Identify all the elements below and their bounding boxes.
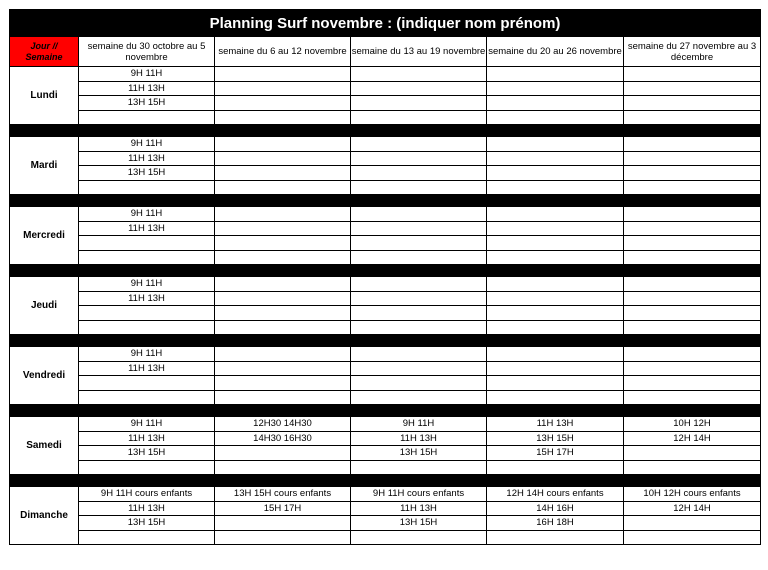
week-header-1: semaine du 30 octobre au 5 novembre [79,37,215,67]
slot-cell[interactable] [215,390,351,405]
slot-cell[interactable] [351,67,487,82]
slot-cell[interactable]: 11H 13H [79,361,215,376]
planning-sheet [9,9,760,545]
slot-cell[interactable] [487,460,624,475]
slot-cell[interactable] [215,320,351,335]
slot-cell[interactable]: 11H 13H [79,431,215,446]
slot-cell[interactable] [624,390,761,405]
time-slot-row [10,291,761,306]
time-slot-row [10,137,761,152]
slot-cell[interactable]: 9H 11H [79,137,215,152]
slot-cell[interactable]: 11H 13H [79,291,215,306]
day-separator [10,475,761,487]
day-label-6: Dimanche [10,487,79,545]
planning-title: Planning Surf novembre : (indiquer nom prénom) [10,10,761,37]
slot-cell[interactable] [351,180,487,195]
slot-cell[interactable] [79,530,215,545]
slot-cell[interactable] [215,110,351,125]
time-slot-row [10,81,761,96]
slot-cell[interactable]: 11H 13H [487,417,624,432]
slot-cell[interactable] [215,460,351,475]
slot-cell[interactable] [351,460,487,475]
time-slot-row [10,320,761,335]
slot-cell[interactable] [351,110,487,125]
slot-cell[interactable] [351,236,487,251]
slot-cell[interactable] [351,166,487,181]
slot-cell[interactable] [624,291,761,306]
slot-cell[interactable]: 10H 12H [624,417,761,432]
slot-cell[interactable] [487,151,624,166]
time-slot-row [10,431,761,446]
slot-cell[interactable] [215,306,351,321]
slot-cell[interactable] [624,516,761,531]
slot-cell[interactable] [624,96,761,111]
separator-bar [10,475,761,487]
slot-cell[interactable] [487,530,624,545]
slot-cell[interactable] [215,530,351,545]
slot-cell[interactable] [351,320,487,335]
time-slot-row [10,306,761,321]
slot-cell[interactable] [624,277,761,292]
time-slot-row [10,96,761,111]
separator-bar [10,335,761,347]
time-slot-row [10,67,761,82]
slot-cell[interactable] [79,110,215,125]
slot-cell[interactable] [487,236,624,251]
time-slot-row [10,166,761,181]
time-slot-row [10,361,761,376]
slot-cell[interactable] [79,250,215,265]
slot-cell[interactable] [79,320,215,335]
slot-cell[interactable]: 13H 15H [487,431,624,446]
slot-cell[interactable] [215,516,351,531]
week-header-2: semaine du 6 au 12 novembre [215,37,351,67]
week-header-3: semaine du 13 au 19 novembre [351,37,487,67]
separator-bar [10,195,761,207]
slot-cell[interactable]: 13H 15H [351,516,487,531]
day-separator [10,125,761,137]
slot-cell[interactable]: 9H 11H [79,277,215,292]
slot-cell[interactable] [215,137,351,152]
slot-cell[interactable]: 11H 13H [79,81,215,96]
slot-cell[interactable] [487,166,624,181]
slot-cell[interactable] [624,166,761,181]
time-slot-row [10,530,761,545]
slot-cell[interactable] [215,446,351,461]
slot-cell[interactable] [79,390,215,405]
slot-cell[interactable]: 12H 14H [624,501,761,516]
slot-cell[interactable] [487,361,624,376]
header-row [10,37,761,67]
slot-cell[interactable] [351,390,487,405]
slot-cell[interactable] [215,291,351,306]
time-slot-row [10,250,761,265]
slot-cell[interactable] [624,67,761,82]
slot-cell[interactable] [487,320,624,335]
slot-cell[interactable] [215,180,351,195]
week-header-5: semaine du 27 novembre au 3 décembre [624,37,761,67]
slot-cell[interactable] [487,306,624,321]
time-slot-row [10,180,761,195]
separator-bar [10,265,761,277]
slot-cell[interactable] [79,236,215,251]
slot-cell[interactable] [624,376,761,391]
slot-cell[interactable] [351,361,487,376]
time-slot-row [10,460,761,475]
time-slot-row [10,236,761,251]
planning-table [9,9,761,545]
day-label-3: Jeudi [10,277,79,335]
slot-cell[interactable] [351,207,487,222]
time-slot-row [10,376,761,391]
slot-cell[interactable] [624,207,761,222]
time-slot-row [10,417,761,432]
day-separator [10,265,761,277]
slot-cell[interactable] [215,221,351,236]
slot-cell[interactable] [487,81,624,96]
slot-cell[interactable] [215,250,351,265]
slot-cell[interactable] [351,81,487,96]
slot-cell[interactable]: 13H 15H cours enfants [215,487,351,502]
slot-cell[interactable] [215,207,351,222]
corner-label-line1: Jour // [30,40,58,51]
slot-cell[interactable] [624,250,761,265]
slot-cell[interactable] [624,347,761,362]
slot-cell[interactable] [624,530,761,545]
slot-cell[interactable] [624,81,761,96]
slot-cell[interactable]: 16H 18H [487,516,624,531]
slot-cell[interactable]: 13H 15H [79,166,215,181]
slot-cell[interactable] [79,180,215,195]
time-slot-row [10,277,761,292]
time-slot-row [10,516,761,531]
slot-cell[interactable] [624,137,761,152]
corner-label-cell [10,37,79,67]
slot-cell[interactable] [351,137,487,152]
slot-cell[interactable] [624,151,761,166]
slot-cell[interactable]: 11H 13H [79,151,215,166]
slot-cell[interactable]: 12H30 14H30 [215,417,351,432]
slot-cell[interactable] [79,306,215,321]
slot-cell[interactable]: 15H 17H [215,501,351,516]
slot-cell[interactable] [624,446,761,461]
slot-cell[interactable] [215,361,351,376]
slot-cell[interactable] [351,376,487,391]
day-label-0: Lundi [10,67,79,125]
slot-cell[interactable] [624,180,761,195]
slot-cell[interactable] [79,376,215,391]
time-slot-row [10,487,761,502]
slot-cell[interactable]: 13H 15H [79,516,215,531]
slot-cell[interactable] [215,151,351,166]
time-slot-row [10,347,761,362]
slot-cell[interactable] [215,166,351,181]
slot-cell[interactable] [351,96,487,111]
day-separator [10,195,761,207]
time-slot-row [10,446,761,461]
slot-cell[interactable]: 11H 13H [351,501,487,516]
slot-cell[interactable]: 10H 12H cours enfants [624,487,761,502]
slot-cell[interactable] [487,347,624,362]
slot-cell[interactable] [351,151,487,166]
slot-cell[interactable] [487,376,624,391]
slot-cell[interactable] [487,96,624,111]
slot-cell[interactable] [624,306,761,321]
slot-cell[interactable]: 9H 11H [79,67,215,82]
slot-cell[interactable]: 9H 11H [79,347,215,362]
time-slot-row [10,390,761,405]
slot-cell[interactable]: 11H 13H [351,431,487,446]
slot-cell[interactable]: 12H 14H cours enfants [487,487,624,502]
slot-cell[interactable] [487,67,624,82]
slot-cell[interactable] [487,390,624,405]
slot-cell[interactable] [215,277,351,292]
slot-cell[interactable] [487,277,624,292]
slot-cell[interactable] [487,207,624,222]
week-header-4: semaine du 20 au 26 novembre [487,37,624,67]
day-label-2: Mercredi [10,207,79,265]
slot-cell[interactable] [79,460,215,475]
slot-cell[interactable] [624,320,761,335]
slot-cell[interactable] [215,236,351,251]
slot-cell[interactable] [215,347,351,362]
day-label-5: Samedi [10,417,79,475]
slot-cell[interactable] [351,291,487,306]
title-row [10,10,761,37]
slot-cell[interactable]: 9H 11H [79,207,215,222]
slot-cell[interactable] [351,250,487,265]
slot-cell[interactable] [215,81,351,96]
slot-cell[interactable] [487,291,624,306]
time-slot-row [10,151,761,166]
slot-cell[interactable] [624,110,761,125]
slot-cell[interactable] [215,96,351,111]
slot-cell[interactable]: 13H 15H [79,446,215,461]
slot-cell[interactable] [487,110,624,125]
slot-cell[interactable] [624,236,761,251]
slot-cell[interactable] [215,67,351,82]
slot-cell[interactable]: 9H 11H cours enfants [79,487,215,502]
slot-cell[interactable]: 11H 13H [79,501,215,516]
slot-cell[interactable]: 11H 13H [79,221,215,236]
day-label-1: Mardi [10,137,79,195]
slot-cell[interactable]: 12H 14H [624,431,761,446]
slot-cell[interactable] [351,530,487,545]
separator-bar [10,125,761,137]
slot-cell[interactable]: 9H 11H [351,417,487,432]
separator-bar [10,405,761,417]
slot-cell[interactable]: 14H 16H [487,501,624,516]
slot-cell[interactable]: 13H 15H [79,96,215,111]
day-separator [10,405,761,417]
time-slot-row [10,110,761,125]
slot-cell[interactable] [351,221,487,236]
slot-cell[interactable]: 14H30 16H30 [215,431,351,446]
slot-cell[interactable]: 9H 11H cours enfants [351,487,487,502]
time-slot-row [10,207,761,222]
slot-cell[interactable] [624,460,761,475]
slot-cell[interactable] [215,376,351,391]
time-slot-row [10,501,761,516]
slot-cell[interactable] [487,221,624,236]
slot-cell[interactable] [624,221,761,236]
corner-label-line2: Semaine [25,51,63,62]
slot-cell[interactable] [351,347,487,362]
slot-cell[interactable] [487,250,624,265]
slot-cell[interactable] [351,277,487,292]
slot-cell[interactable] [624,361,761,376]
slot-cell[interactable] [487,137,624,152]
slot-cell[interactable]: 15H 17H [487,446,624,461]
slot-cell[interactable]: 13H 15H [351,446,487,461]
day-separator [10,335,761,347]
slot-cell[interactable] [351,306,487,321]
slot-cell[interactable] [487,180,624,195]
day-label-4: Vendredi [10,347,79,405]
time-slot-row [10,221,761,236]
slot-cell[interactable]: 9H 11H [79,417,215,432]
